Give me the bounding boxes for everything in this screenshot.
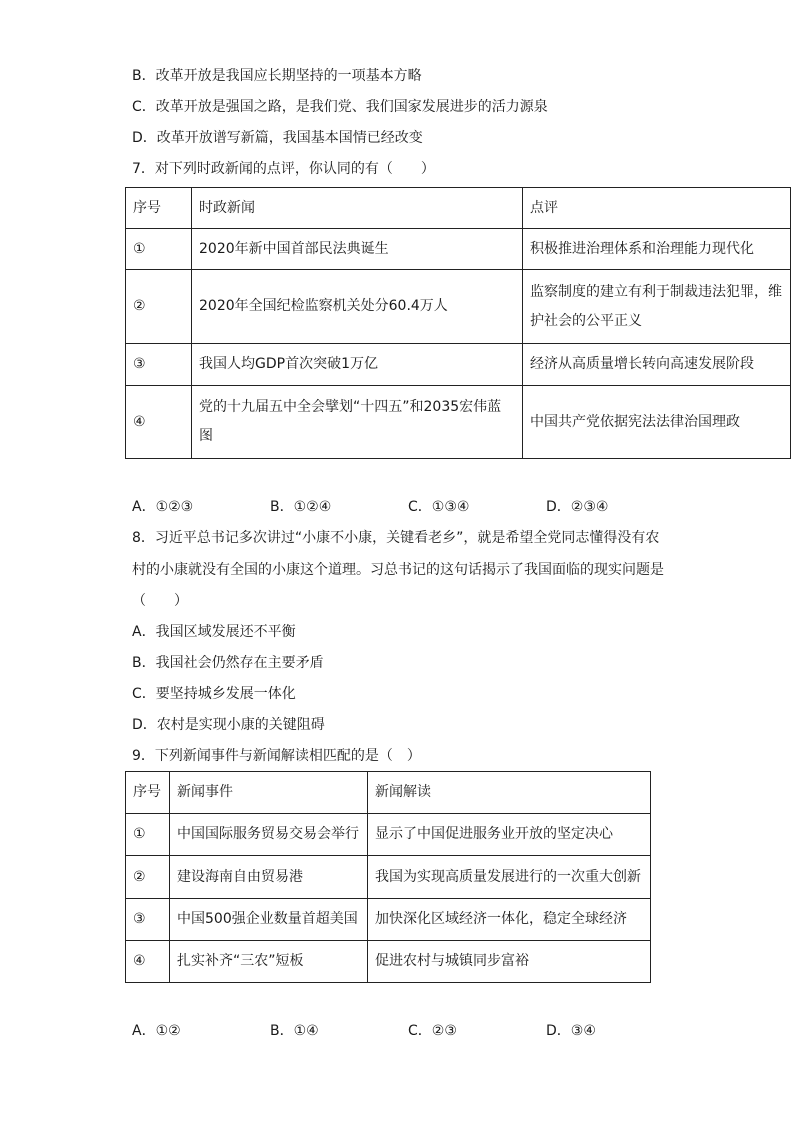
header-cell: 序号 [126,188,192,229]
q6-option-c: C．改革开放是强国之路，是我们党、我们国家发展进步的活力源泉 [132,99,548,115]
q7-table [125,187,791,459]
row-number: ② [126,856,170,899]
header-cell: 时政新闻 [192,188,523,229]
event-cell: 中国国际服务贸易交易会举行 [170,814,368,856]
table-row [126,344,791,386]
table-row [126,386,791,459]
table-row [126,814,651,856]
row-number: ③ [126,899,170,941]
table-header-row [126,772,651,814]
q7-option-a: A．①②③ [132,499,194,515]
header-cell: 点评 [523,188,791,229]
table-row [126,941,651,983]
q8-stem-line: 8．习近平总书记多次讲过“小康不小康，关键看老乡”，就是希望全党同志懂得没有农 [132,530,660,546]
reading-cell: 显示了中国促进服务业开放的坚定决心 [368,814,651,856]
q9-option-b: B．①④ [270,1023,319,1039]
event-cell: 建设海南自由贸易港 [170,856,368,899]
comment-cell: 监察制度的建立有利于制裁违法犯罪，维护社会的公平正义 [523,270,791,344]
row-number: ① [126,229,192,270]
comment-cell: 积极推进治理体系和治理能力现代化 [523,229,791,270]
row-number: ③ [126,344,192,386]
q7-option-d: D．②③④ [546,499,609,515]
q8-stem-line: （ ） [132,593,188,609]
news-cell: 党的十九届五中全会擘划“十四五”和2035宏伟蓝图 [192,386,523,459]
q7-option-c: C．①③④ [408,499,470,515]
header-cell: 新闻事件 [170,772,368,814]
q7-option-b: B．①②④ [270,499,332,515]
row-number: ② [126,270,192,344]
table-header-row [126,188,791,229]
event-cell: 中国500强企业数量首超美国 [170,899,368,941]
table-row [126,270,791,344]
news-cell: 2020年全国纪检监察机关处分60.4万人 [192,270,523,344]
q8-option-b: B．我国社会仍然存在主要矛盾 [132,655,324,671]
q6-option-d: D．改革开放谱写新篇，我国基本国情已经改变 [132,130,423,146]
row-number: ① [126,814,170,856]
news-cell: 我国人均GDP首次突破1万亿 [192,344,523,386]
q8-option-a: A．我国区域发展还不平衡 [132,624,296,640]
q8-stem-line: 村的小康就没有全国的小康这个道理。习总书记的这句话揭示了我国面临的现实问题是 [132,562,664,578]
q8-option-c: C．要坚持城乡发展一体化 [132,686,296,702]
event-cell: 扎实补齐“三农”短板 [170,941,368,983]
q9-stem: 9．下列新闻事件与新闻解读相匹配的是（ ） [132,748,421,764]
q9-option-c: C．②③ [408,1023,457,1039]
q6-option-b: B．改革开放是我国应长期坚持的一项基本方略 [132,68,422,84]
comment-cell: 经济从高质量增长转向高速发展阶段 [523,344,791,386]
q8-option-d: D．农村是实现小康的关键阻碍 [132,717,325,733]
q9-option-a: A．①② [132,1023,181,1039]
header-cell: 序号 [126,772,170,814]
q9-table [125,771,651,983]
row-number: ④ [126,941,170,983]
q7-stem: 7．对下列时政新闻的点评，你认同的有（ ） [132,161,435,177]
row-number: ④ [126,386,192,459]
reading-cell: 促进农村与城镇同步富裕 [368,941,651,983]
comment-cell: 中国共产党依据宪法法律治国理政 [523,386,791,459]
q9-option-d: D．③④ [546,1023,596,1039]
table-row [126,229,791,270]
news-cell: 2020年新中国首部民法典诞生 [192,229,523,270]
table-row [126,899,651,941]
header-cell: 新闻解读 [368,772,651,814]
reading-cell: 我国为实现高质量发展进行的一次重大创新 [368,856,651,899]
reading-cell: 加快深化区域经济一体化，稳定全球经济 [368,899,651,941]
table-row [126,856,651,899]
